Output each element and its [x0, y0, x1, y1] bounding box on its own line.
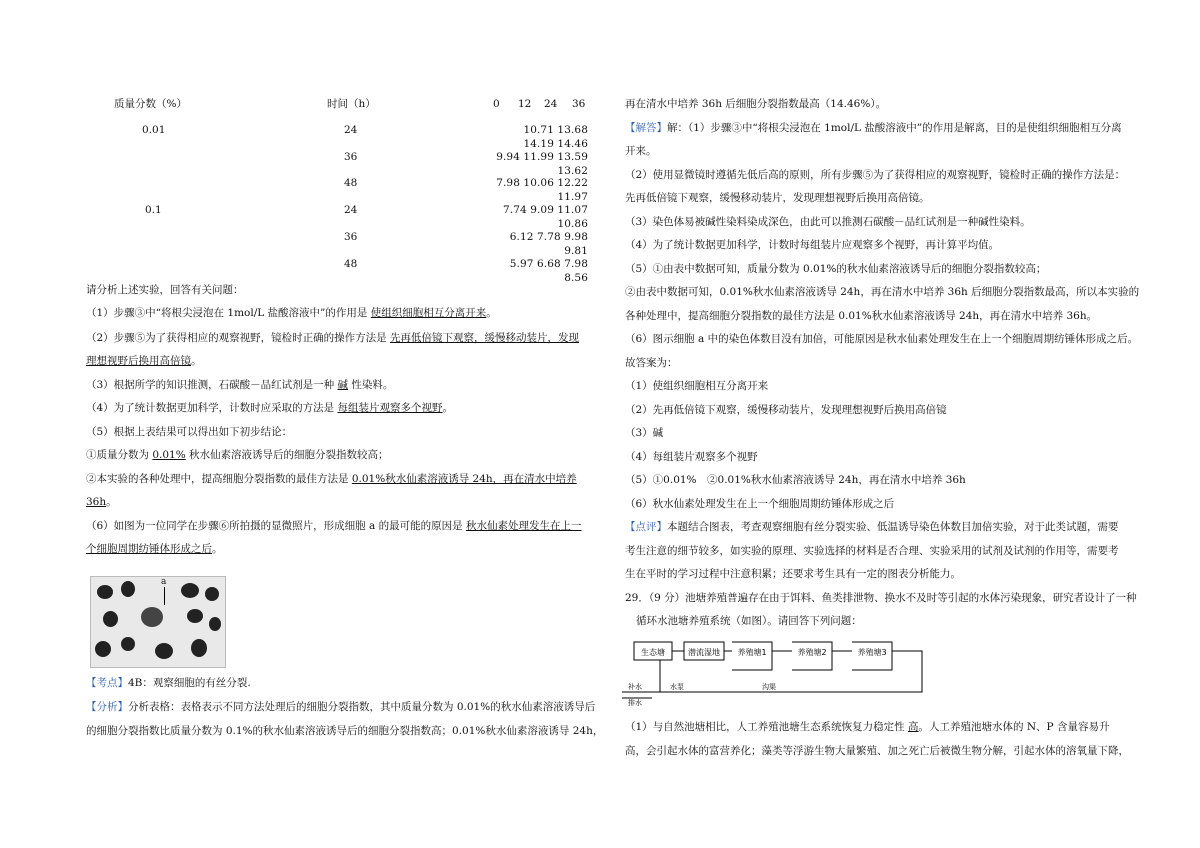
dianping-line-3: 生在平时的学习过程中注意积累；还要求考生具有一定的图表分析能力。	[625, 568, 961, 580]
table-header-time: 时间（h）	[327, 98, 376, 110]
label-pump: 水泵	[670, 683, 684, 691]
kaodian-line: 【考点】4B：观察细胞的有丝分裂.	[86, 677, 251, 689]
dianping-line: 【点评】本题结合图表，考查观察细胞有丝分裂实验、低温诱导染色体数目加倍实验，对于此类试题，需要	[625, 521, 1119, 533]
kaodian-tag: 【考点】	[86, 677, 128, 689]
answer-summary-line: （2）先再低倍镜下观察，缓慢移动装片，发现理想视野后换用高倍镜	[625, 404, 947, 416]
table-group-0-1: 0.1	[145, 204, 162, 216]
box-wetland: 潜流湿地	[688, 648, 720, 657]
table-row-time: 48	[344, 258, 358, 270]
fenxi-tag: 【分析】	[86, 701, 128, 713]
cell-a-label: a	[161, 577, 167, 587]
box-pond-2: 养殖塘2	[797, 648, 827, 657]
question-6-cont: 个细胞周期纺锤体形成之后。	[86, 543, 223, 555]
solution-line: （4）为了统计数据更加科学，计数时每组装片应观察多个视野，再计算平均值。	[625, 239, 1000, 251]
table-row-time: 24	[344, 124, 358, 136]
pond-system-diagram	[622, 634, 942, 706]
table-row-values: 7.98 10.06 12.22 11.97	[496, 177, 588, 203]
question-5-2-cont: 36h。	[86, 496, 117, 508]
jieda-line: 【解答】解：（1）步骤③中“将根尖浸泡在 1mol/L 盐酸溶液中”的作用是解离，目的是使组织细胞相互分离	[625, 122, 1122, 134]
dianping-tag: 【点评】	[625, 521, 667, 533]
solution-line: （2）使用显微镜时遵循先低后高的原则，所有步骤⑤为了获得相应的观察视野，镜检时正确的操作方法是：	[625, 169, 1126, 181]
answer-1: 使组织细胞相互分离开来	[370, 307, 487, 319]
question-4: （4）为了统计数据更加科学，计数时应采取的方法是 每组装片观察多个视野。	[86, 402, 454, 414]
answer-summary-line: （5）①0.01% ②0.01%秋水仙素溶液诱导 24h，再在清水中培养 36h	[625, 474, 966, 486]
answer-5-2: 0.01%秋水仙素溶液诱导 24h，再在清水中培养	[351, 473, 577, 485]
solution-line: ②由表中数据可知，0.01%秋水仙素溶液诱导 24h，再在清水中培养 36h 后细胞分裂指数最高，所以本实验的	[625, 286, 1140, 298]
answer-summary-title: 故答案为：	[625, 357, 678, 369]
box-ecopond: 生态塘	[641, 648, 665, 657]
question-5-1: ①质量分数为 0.01% 秋水仙素溶液诱导后的细胞分裂指数较高；	[86, 449, 389, 461]
solution-line: 各种处理中，提高细胞分裂指数的最佳方法是 0.01%秋水仙素溶液诱导 24h，再在清水中培养 36h。	[625, 310, 1098, 322]
answer-6-cont: 个细胞周期纺锤体形成之后	[86, 543, 212, 555]
answer-5-2-cont: 36h	[86, 496, 107, 508]
answer-29-1-cont: 高，会引起水体的富营养化；藻类等浮游生物大量繁殖、加之死亡后被微生物分解，引起水体的溶氧量下降，	[625, 745, 1129, 757]
table-header-12h: 12	[518, 98, 532, 110]
table-header-mass: 质量分数（%）	[114, 98, 187, 110]
answer-4: 每组装片观察多个视野	[337, 402, 443, 414]
question-29: 29．（9 分）池塘养殖普遍存在由于饵料、鱼类排泄物、换水不及时等引起的水体污染现象，研究者设计了一种	[625, 592, 1137, 604]
label-paishui: 排水	[628, 699, 642, 706]
solution-line: 再在清水中培养 36h 后细胞分裂指数最高（14.46%）。	[625, 98, 887, 110]
table-row-values: 5.97 6.68 7.98 8.56	[509, 258, 588, 284]
table-row-values: 10.71 13.68 14.19 14.46	[523, 124, 588, 150]
table-row-time: 24	[344, 204, 358, 216]
answer-29-1: （1）与自然池塘相比，人工养殖池塘生态系统恢复力稳定性 高。人工养殖池塘水体的 N、P 含量容易升	[625, 721, 1110, 733]
label-bushui: 补水	[628, 683, 642, 691]
answer-3: 碱	[337, 379, 349, 391]
dianping-line-2: 考生注意的细节较多，如实验的原理、实验选择的材料是否合理、实验采用的试剂及试剂的作用等，需要考	[625, 545, 1119, 557]
table-row-time: 36	[344, 151, 358, 163]
answer-summary-line: （6）秋水仙素处理发生在上一个细胞周期纺锤体形成之后	[625, 498, 895, 510]
answer-2: 先再低倍镜下观察，缓慢移动装片，发现	[390, 332, 580, 344]
solution-line: （3）染色体易被碱性染料染成深色，由此可以推测石碳酸－品红试剂是一种碱性染料。	[625, 216, 1031, 228]
solution-line: （5）①由表中数据可知，质量分数为 0.01%的秋水仙素溶液诱导后的细胞分裂指数较高；	[625, 263, 1047, 275]
table-row-values: 6.12 7.78 9.98 9.81	[509, 231, 588, 257]
solution-line: 开来。	[625, 145, 657, 157]
solution-line: 先再低倍镜下观察，缓慢移动装片，发现理想视野后换用高倍镜。	[625, 192, 930, 204]
answer-summary-line: （1）使组织细胞相互分离开来	[625, 380, 769, 392]
box-pond-1: 养殖塘1	[737, 648, 767, 657]
table-header-36h: 36	[572, 98, 586, 110]
table-row-values: 9.94 11.99 13.59 13.62	[496, 151, 588, 177]
box-pond-3: 养殖塘3	[857, 648, 887, 657]
answer-2-cont: 理想视野后换用高倍镜	[86, 355, 191, 367]
question-5-2: ②本实验的各种处理中，提高细胞分裂指数的最佳方法是 0.01%秋水仙素溶液诱导 24h，再在清水中培养	[86, 473, 577, 485]
question-3: （3）根据所学的知识推测，石碳酸－品红试剂是一种 碱 性染料。	[86, 379, 394, 391]
answer-6: 秋水仙素处理发生在上一	[465, 520, 582, 532]
answer-summary-line: （4）每组装片观察多个视野	[625, 451, 758, 463]
question-29-cont: 循环水池塘养殖系统（如图）。请回答下列问题：	[636, 615, 862, 627]
jieda-tag: 【解答】	[625, 122, 667, 134]
table-row-time: 36	[344, 231, 358, 243]
fenxi-line: 【分析】分析表格：表格表示不同方法处理后的细胞分裂指数，其中质量分数为 0.01%的秋水仙素溶液诱导后	[86, 701, 596, 713]
question-1: （1）步骤③中“将根尖浸泡在 1mol/L 盐酸溶液中”的作用是 使组织细胞相互分离开来。	[86, 307, 497, 319]
intro-text: 请分析上述实验，回答有关问题：	[86, 284, 244, 296]
answer-5-1: 0.01%	[152, 449, 186, 461]
table-row-time: 48	[344, 177, 358, 189]
table-header-0h: 0	[493, 98, 500, 110]
solution-line: （6）图示细胞 a 中的染色体数目没有加倍，可能原因是秋水仙素处理发生在上一个细胞周期纺锤体形成之后。	[625, 333, 1139, 345]
table-header-24h: 24	[544, 98, 558, 110]
question-2-cont: 理想视野后换用高倍镜。	[86, 355, 202, 367]
table-row-values: 7.74 9.09 11.07 10.86	[503, 204, 588, 230]
question-2: （2）步骤⑤为了获得相应的观察视野，镜检时正确的操作方法是 先再低倍镜下观察，缓慢移动装片，发现	[86, 332, 580, 344]
question-6: （6）如图为一位同学在步骤⑥所拍摄的显微照片，形成细胞 a 的最可能的原因是 秋水仙素处理发生在上一	[86, 520, 582, 532]
table-group-0-01: 0.01	[142, 124, 166, 136]
label-channel: 沟渠	[762, 683, 776, 691]
answer-summary-line: （3）碱	[625, 427, 664, 439]
question-5: （5）根据上表结果可以得出如下初步结论：	[86, 426, 293, 438]
answer-29-1-blank: 高	[908, 721, 919, 733]
fenxi-line-2: 的细胞分裂指数比质量分数为 0.1%的秋水仙素溶液诱导后的细胞分裂指数高；0.01%秋水仙素溶液诱导 24h，	[86, 725, 604, 737]
micrograph-image	[90, 576, 226, 668]
